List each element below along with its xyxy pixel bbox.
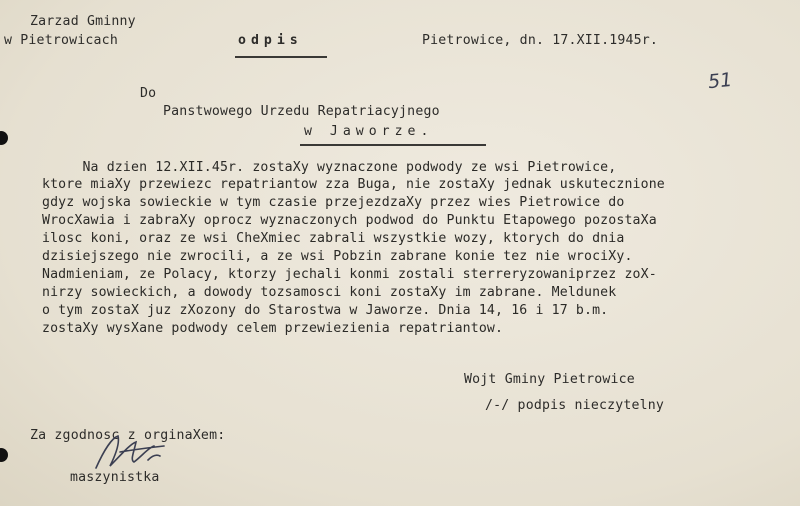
body-line: gdyz wojska sowieckie w tym czasie przejezdzaXy przez wies Pietrowice do	[42, 195, 625, 210]
addressee-city-underline	[300, 144, 486, 146]
signature-note: /-/ podpis nieczytelny	[485, 398, 665, 413]
folio-number: 51	[706, 68, 734, 94]
addressee-city: w Jaworze.	[304, 124, 434, 139]
body-line: ilosc koni, oraz ze wsi CheXmiec zabrali wszystkie wozy, ktorych do dnia	[42, 231, 625, 246]
org-line-1: Zarzad Gminny	[30, 14, 136, 29]
doc-type-underline	[235, 56, 327, 58]
body-line: WrocXawia i zabraXy oprocz wyznaczonych podwod do Punktu Etapowego pozostaXa	[42, 213, 657, 228]
body-line: o tym zostaX juz zXozony do Starostwa w Jaworze. Dnia 14, 16 i 17 b.m.	[42, 303, 609, 318]
addressee-to: Do	[140, 86, 157, 101]
body-line: Na dzien 12.XII.45r. zostaXy wyznaczone podwody ze wsi Pietrowice,	[42, 160, 617, 175]
punch-hole-bottom	[0, 448, 8, 462]
signature-title: Wojt Gminy Pietrowice	[464, 372, 635, 387]
body-line: ktore miaXy przewiezc repatriantow zza Buga, nie zostaXy jednak uskutecznione	[42, 177, 665, 192]
certification-role: maszynistka	[70, 470, 160, 485]
punch-hole-top	[0, 131, 8, 145]
place-date: Pietrowice, dn. 17.XII.1945r.	[422, 33, 659, 48]
body-line: dzisiejszego nie zwrocili, a ze wsi Pobzin zabrane konie tez nie wrociXy.	[42, 249, 633, 264]
body-line: zostaXy wysXane podwody celem przewiezienia repatriantow.	[42, 321, 504, 336]
body-line: nirzy sowieckich, a dowody tozsamosci koni zostaXy im zabrane. Meldunek	[42, 285, 617, 300]
addressee-office: Panstwowego Urzedu Repatriacyjnego	[163, 104, 440, 119]
certification-text: Za zgodnosc z orginaXem:	[30, 428, 226, 443]
org-line-2: w Pietrowicach	[4, 33, 118, 48]
doc-type-heading: odpis	[238, 33, 303, 48]
body-line: Nadmieniam, ze Polacy, ktorzy jechali konmi zostali sterreryzowaniprzez zoX-	[42, 267, 657, 282]
